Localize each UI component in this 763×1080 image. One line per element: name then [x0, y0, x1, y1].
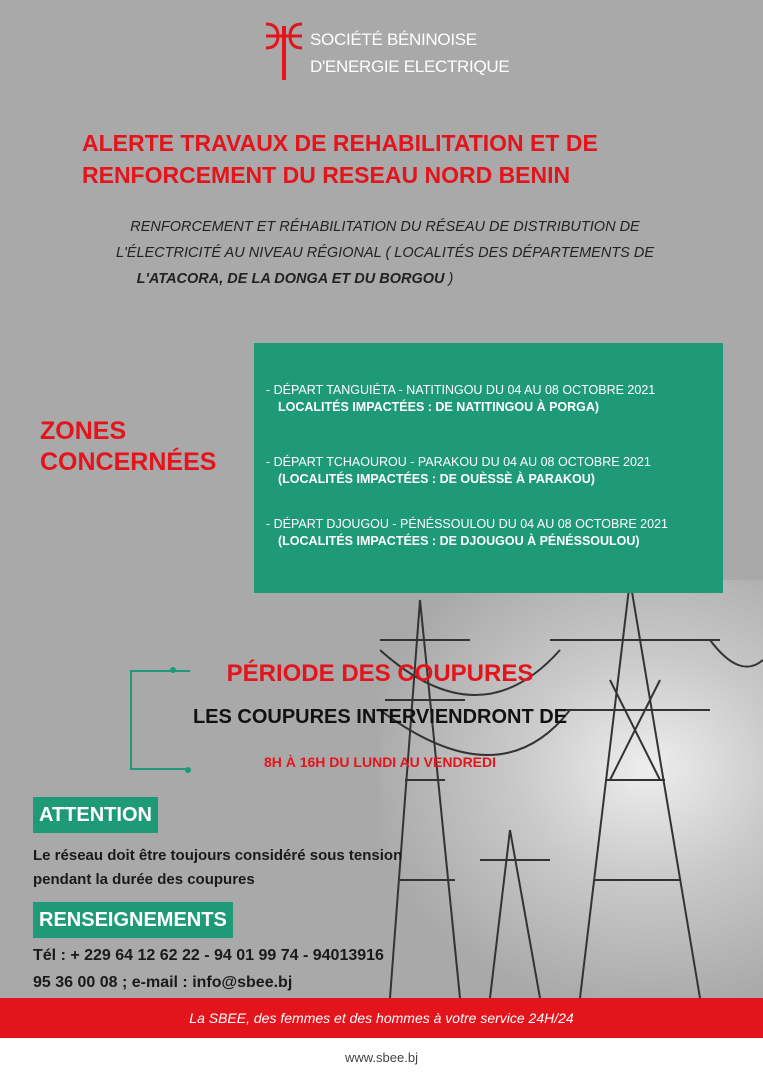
zones-heading: [40, 416, 216, 478]
phone-numbers: Tél : + 229 64 12 62 22 - 94 01 99 74 - 94013916: [33, 947, 384, 964]
attention-label: ATTENTION: [33, 797, 158, 833]
subtitle-line2: L'ÉLECTRICITÉ AU NIVEAU RÉGIONAL ( LOCALITÉS DES DÉPARTEMENTS DE: [115, 245, 655, 261]
zones-heading-line1: ZONES: [40, 417, 127, 445]
title-line2: RENFORCEMENT DU RESEAU NORD BENIN: [82, 162, 571, 188]
subtitle-end: ): [444, 271, 454, 287]
subtitle-line1: RENFORCEMENT ET RÉHABILITATION DU RÉSEAU DE DISTRIBUTION DE: [130, 219, 640, 235]
zone-localities: (LOCALITÉS IMPACTÉES : DE DJOUGOU À PÉNÉSSOULOU): [278, 534, 640, 548]
period-line: LES COUPURES INTERVIENDRONT DE: [192, 706, 568, 728]
zone-departure: - DÉPART TCHAOUROU - PARAKOU DU 04 AU 08 OCTOBRE 2021: [266, 455, 651, 469]
alert-title: [82, 127, 598, 191]
slogan-bar: La SBEE, des femmes et des hommes à votre service 24H/24: [0, 998, 763, 1038]
phone-email: 95 36 00 08 ; e-mail : info@sbee.bj: [33, 974, 293, 991]
zone-item: [266, 517, 668, 548]
title-line1: ALERTE TRAVAUX DE REHABILITATION ET DE: [82, 130, 598, 156]
attention-line2: pendant la durée des coupures: [33, 871, 255, 888]
zone-localities: LOCALITÉS IMPACTÉES : DE NATITINGOU À PORGA): [278, 400, 600, 414]
zone-localities: (LOCALITÉS IMPACTÉES : DE OUÈSSÈ À PARAKOU): [278, 472, 595, 486]
period-heading: PÉRIODE DES COUPURES: [226, 660, 534, 687]
company-name-line2: D'ENERGIE ELECTRIQUE: [310, 57, 510, 76]
power-towers-image: [380, 580, 763, 998]
departments: L'ATACORA, DE LA DONGA ET DU BORGOU: [136, 271, 445, 287]
website-link[interactable]: www.sbee.bj: [345, 1050, 418, 1065]
info-label: RENSEIGNEMENTS: [33, 902, 233, 938]
company-name: [310, 26, 509, 80]
zone-departure: - DÉPART DJOUGOU - PÉNÉSSOULOU DU 04 AU 08 OCTOBRE 2021: [266, 517, 668, 531]
footer: [0, 1038, 763, 1080]
zone-departure: - DÉPART TANGUIÉTA - NATITINGOU DU 04 AU 08 OCTOBRE 2021: [266, 383, 656, 397]
period-hours: 8H À 16H DU LUNDI AU VENDREDI: [263, 754, 497, 770]
company-name-line1: SOCIÉTÉ BÉNINOISE: [310, 30, 477, 49]
zones-box: [254, 343, 723, 593]
attention-text: [33, 844, 402, 892]
zones-heading-line2: CONCERNÉES: [40, 448, 217, 476]
sbee-logo: [264, 20, 304, 82]
zone-item: [266, 383, 655, 414]
subtitle: [60, 214, 710, 292]
contact-info: [33, 942, 384, 996]
zone-item: [266, 455, 651, 486]
attention-line1: Le réseau doit être toujours considéré sous tension: [33, 847, 403, 864]
